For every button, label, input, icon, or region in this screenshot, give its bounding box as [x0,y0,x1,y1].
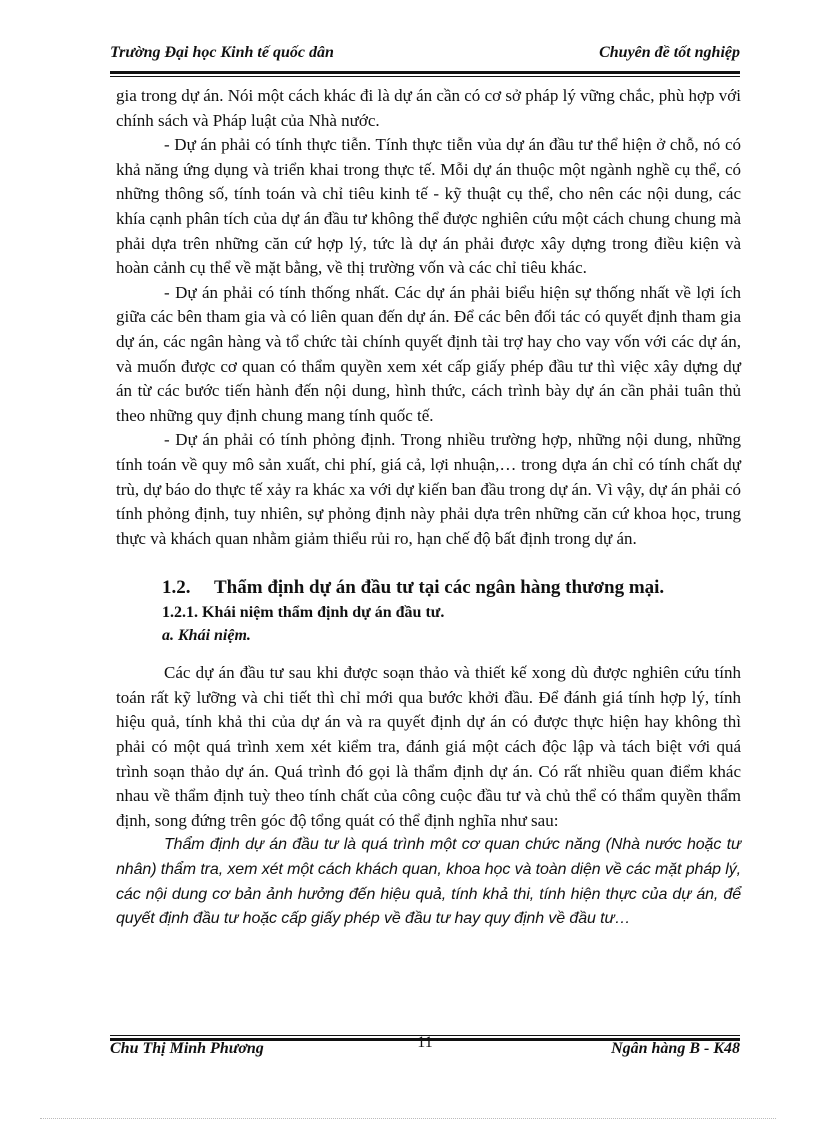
footer-class: Ngân hàng B - K48 [611,1040,740,1057]
page-bottom-dotted-line [40,1118,776,1119]
section-heading [116,575,741,601]
header-doc-type: Chuyên đề tốt nghiệp [599,44,740,61]
header-rule-thick [110,71,740,74]
section-title: Thẩm định dự án đầu tư tại các ngân hàng thương mại. [214,577,665,599]
page-header [110,44,740,70]
paragraph-practicality: - Dự án phải có tính thực tiễn. Tính thực tiễn vủa dự án đầu tư thể hiện ở chỗ, nó có khả năng ứng dụng và triển khai trong thực tế. Mỗi dự án thuộc một ngành nghề cụ thể, có những thông số, tính toán và chỉ tiêu kinh tế - kỹ thuật cụ thể, cho nên các nội dung, các khía cạnh phân tích của dự án đầu tư không thể được nghiên cứu một cách chung chung mà phải dựa trên những căn cứ hợp lý, tức là dự án phải được xây dựng trong điều kiện và hoàn cảnh cụ thể về mặt bằng, về thị trường vốn và các chỉ tiêu khác. [116,135,741,278]
paragraph-legal: gia trong dự án. Nói một cách khác đi là dự án cần có cơ sở pháp lý vững chắc, phù hợp với chính sách và Pháp luật của Nhà nước. [116,86,741,130]
paragraph-estimation: - Dự án phải có tính phỏng định. Trong nhiều trường hợp, những nội dung, những tính toán về quy mô sản xuất, chi phí, giá cả, lợi nhuận,… trong dựa án chỉ có tính chất dự trù, dự báo do thực tế xảy ra khác xa với dự kiến ban đầu trong dự án. Vì vậy, dự án phải có tính phỏng định, tuy nhiên, sự phỏng định này phải dựa trên những căn cứ khoa học, trung thực và khách quan nhằm giảm thiểu rủi ro, hạn chế độ bất định trong dự án. [116,430,741,548]
header-rule-thin [110,76,740,77]
footer-author: Chu Thị Minh Phương [110,1040,264,1057]
page-body [116,84,741,932]
paragraph-appraisal-intro: Các dự án đầu tư sau khi được soạn thảo và thiết kế xong dù được nghiên cứu tính toán rất kỹ lưỡng và chi tiết thì chỉ mới qua bước khởi đầu. Để đánh giá tính hợp lý, tính hiệu quả, tính khả thi của dự án và ra quyết định dự án có được thực hiện hay không thì phải có một quá trình xem xét kiểm tra, đánh giá một cách độc lập và tách biệt với quá trình soạn thảo dự án. Quá trình đó gọi là thẩm định dự án. Có rất nhiều quan điểm khác nhau về thẩm định tuỳ theo tính chất của công cuộc đầu tư và chủ thể có thẩm quyền thẩm định, song đứng trên góc độ tổng quát có thể định nghĩa như sau: [116,663,741,830]
section-number: 1.2. [162,577,191,599]
paragraph-definition: Thẩm định dự án đầu tư là quá trình một cơ quan chức năng (Nhà nước hoặc tư nhân) thẩm tra, xem xét một cách khách quan, khoa học và toàn diện về các mặt pháp lý, các nội dung cơ bản ảnh hưởng đến hiệu quả, tính khả thi, tính hiện thực của dự án, để quyết định đầu tư hoặc cấp giấy phép về đầu tư hay quy định về đầu tư… [116,836,741,928]
subsection-a-heading: a. Khái niệm. [162,627,251,645]
header-university: Trường Đại học Kinh tế quốc dân [110,44,334,61]
subsection-heading: 1.2.1. Khái niệm thẩm định dự án đầu tư. [162,604,445,622]
page-footer [110,1034,740,1064]
paragraph-consistency: - Dự án phải có tính thống nhất. Các dự án phải biểu hiện sự thống nhất về lợi ích giữa các bên tham gia và có liên quan đến dự án. Để các bên đối tác có quyết định tham gia dự án, các ngân hàng và tổ chức tài chính quyết định tài trợ hay cho vay vốn với các dự án, và muốn được cơ quan có thẩm quyền xem xét cấp giấy phép đầu tư thì việc xây dựng dự án từ các bước tiến hành đến nội dung, hình thức, cách trình bày dự án cần phải tuân thủ theo những quy định chung mang tính quốc tế. [116,282,741,425]
page-number: 11 [417,1034,433,1051]
